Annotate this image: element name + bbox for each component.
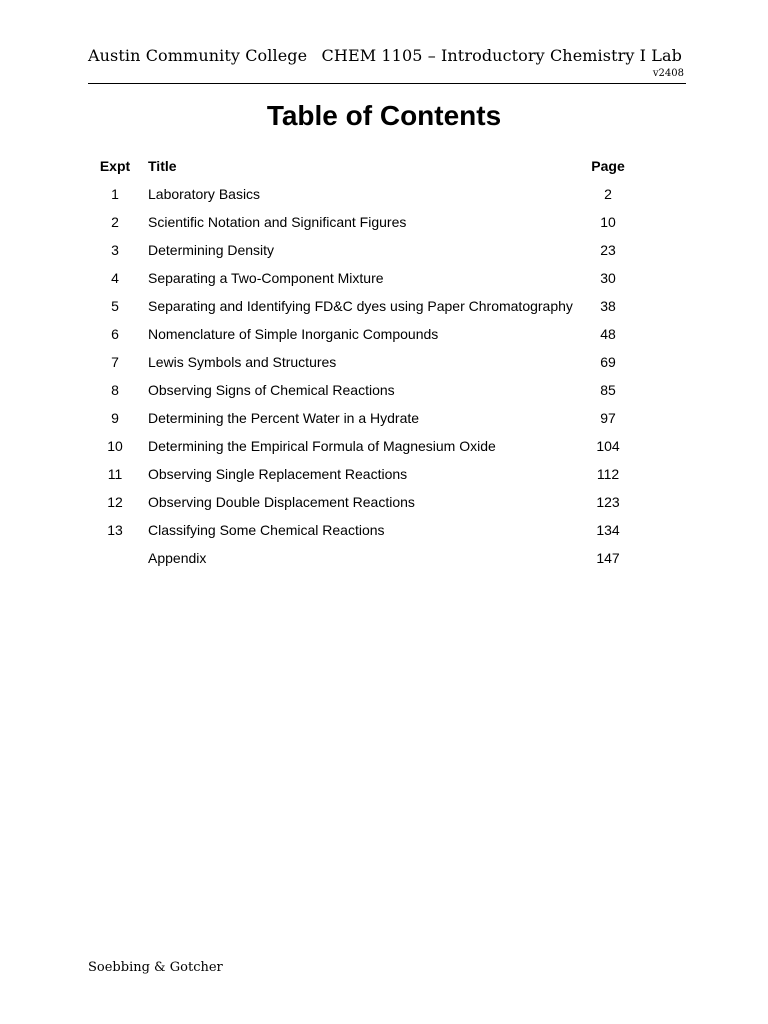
toc-row-page: 38	[600, 298, 616, 314]
toc-row-page: 2	[604, 186, 612, 202]
toc-row-title: Separating a Two-Component Mixture	[148, 270, 384, 286]
toc-row-title: Laboratory Basics	[148, 186, 261, 202]
toc-row	[0, 236, 768, 264]
toc-row-expt: 12	[107, 494, 123, 510]
footer-authors: Soebbing & Gotcher	[88, 960, 223, 975]
toc-row-title: Observing Single Replacement Reactions	[148, 466, 408, 482]
toc-header-page: Page	[591, 158, 625, 174]
toc-row-title: Determining Density	[148, 242, 275, 258]
toc-row	[0, 376, 768, 404]
toc-row	[0, 180, 768, 208]
toc-row-page: 48	[600, 326, 616, 342]
toc-row	[0, 404, 768, 432]
toc-row-title: Nomenclature of Simple Inorganic Compounds	[148, 326, 439, 342]
toc-row-expt: 3	[111, 242, 119, 258]
toc-row-title: Lewis Symbols and Structures	[148, 354, 337, 370]
version-label: v2408	[652, 68, 684, 79]
toc-row-title: Observing Signs of Chemical Reactions	[148, 382, 395, 398]
toc-row	[0, 208, 768, 236]
toc-row-title: Scientific Notation and Significant Figures	[148, 214, 407, 230]
toc-row-expt: 8	[111, 382, 119, 398]
toc-row-expt: 10	[107, 438, 123, 454]
toc-row-expt: 2	[111, 214, 119, 230]
toc-row-expt: 9	[111, 410, 119, 426]
toc-row-title: Appendix	[148, 550, 207, 566]
toc-row-page: 112	[596, 466, 620, 482]
toc-table	[0, 152, 768, 572]
toc-row-title: Determining the Percent Water in a Hydrate	[148, 410, 420, 426]
toc-row-page: 134	[596, 522, 620, 538]
toc-row	[0, 348, 768, 376]
toc-row-expt: 4	[111, 270, 119, 286]
toc-row-page: 123	[596, 494, 620, 510]
toc-row-expt: 1	[111, 186, 119, 202]
toc-row-expt: 6	[111, 326, 119, 342]
toc-row	[0, 432, 768, 460]
toc-row-page: 97	[600, 410, 616, 426]
toc-row-title: Observing Double Displacement Reactions	[148, 494, 415, 510]
toc-row-title: Separating and Identifying FD&C dyes using Paper Chromatography	[148, 298, 573, 314]
toc-row-page: 23	[600, 242, 616, 258]
toc-row-page: 10	[600, 214, 616, 230]
toc-row-expt: 5	[111, 298, 119, 314]
toc-row-page: 85	[600, 382, 616, 398]
toc-row-expt: 11	[107, 466, 123, 482]
toc-row-expt: 7	[111, 354, 119, 370]
header-rule	[88, 83, 686, 84]
toc-row-page: 69	[600, 354, 616, 370]
header-left-text: Austin Community College	[88, 46, 308, 65]
toc-row	[0, 292, 768, 320]
toc-header-expt: Expt	[99, 158, 131, 174]
toc-row-title: Determining the Empirical Formula of Magnesium Oxide	[148, 438, 496, 454]
toc-row	[0, 544, 768, 572]
toc-row	[0, 264, 768, 292]
toc-row	[0, 460, 768, 488]
toc-row-page: 104	[596, 438, 620, 454]
toc-header-title: Title	[148, 158, 177, 174]
toc-row-title: Classifying Some Chemical Reactions	[148, 522, 385, 538]
page-title: Table of Contents	[266, 100, 502, 131]
toc-row	[0, 320, 768, 348]
header-right-text: CHEM 1105 – Introductory Chemistry I Lab	[321, 46, 682, 65]
toc-row-page: 30	[600, 270, 616, 286]
toc-row-page: 147	[596, 550, 620, 566]
toc-row-expt: 13	[107, 522, 123, 538]
toc-row	[0, 516, 768, 544]
toc-header-row	[0, 152, 768, 180]
toc-row	[0, 488, 768, 516]
